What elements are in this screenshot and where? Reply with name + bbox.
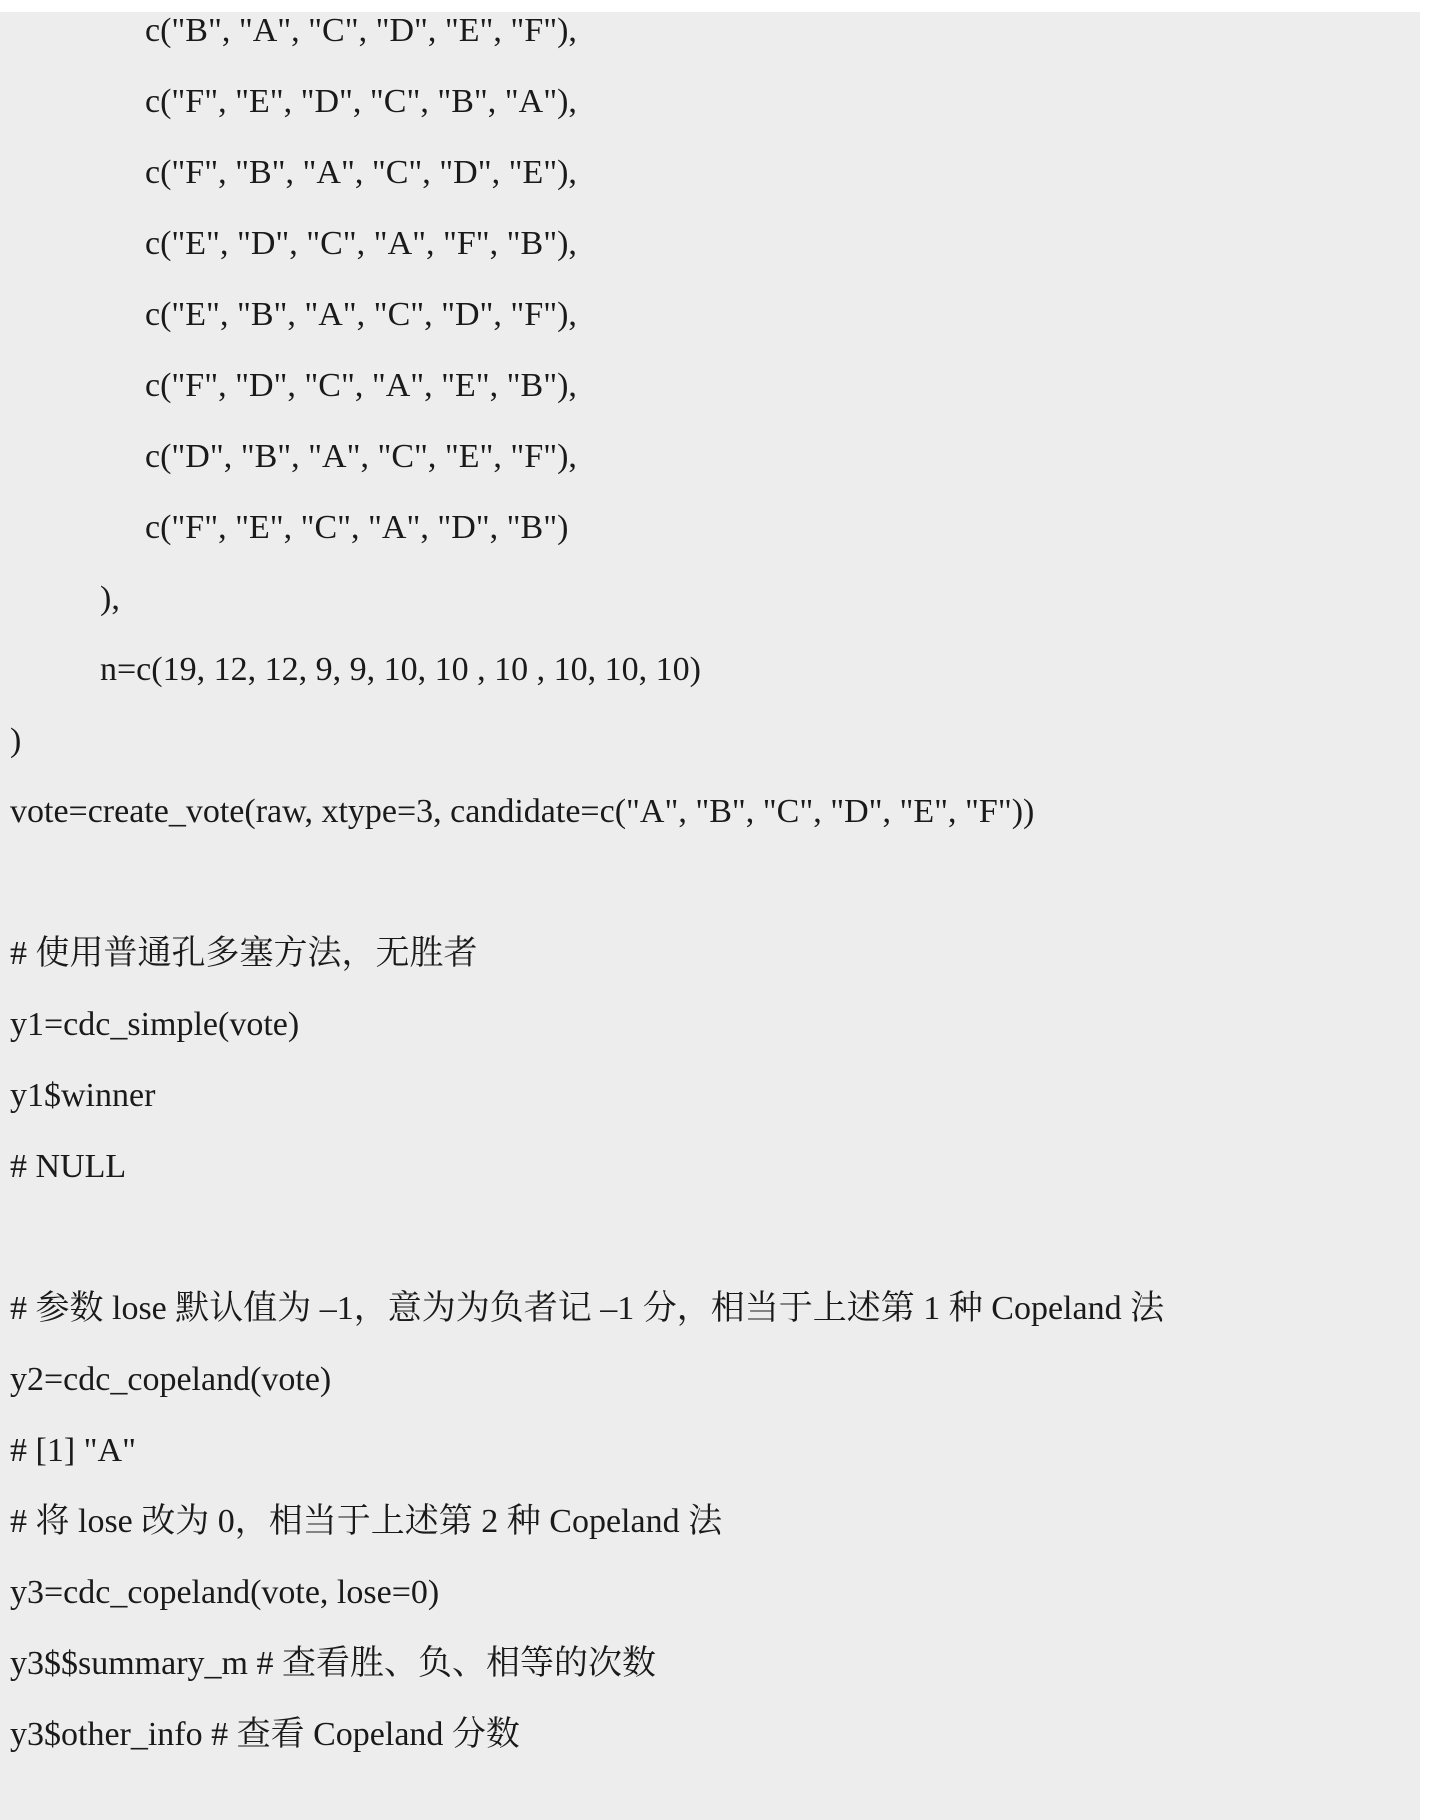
code-line-8: c("F", "E", "C", "A", "D", "B") <box>145 509 569 546</box>
code-line-15: y1$winner <box>10 1077 156 1114</box>
code-block <box>0 12 1420 1820</box>
code-line-14: y1=cdc_simple(vote) <box>10 1006 300 1043</box>
code-line-16: # NULL <box>10 1148 127 1185</box>
code-line-13: # 使用普通孔多塞方法，无胜者 <box>10 935 478 972</box>
code-line-4: c("E", "D", "C", "A", "F", "B"), <box>145 225 577 262</box>
code-line-5: c("E", "B", "A", "C", "D", "F"), <box>145 296 577 333</box>
code-line-20: # 将 lose 改为 0，相当于上述第 2 种 Copeland 法 <box>10 1503 723 1540</box>
code-line-12: vote=create_vote(raw, xtype=3, candidate=c("A", "B", "C", "D", "E", "F")) <box>10 793 1035 830</box>
code-line-7: c("D", "B", "A", "C", "E", "F"), <box>145 438 577 475</box>
code-line-3: c("F", "B", "A", "C", "D", "E"), <box>145 154 577 191</box>
code-line-9: ), <box>100 580 120 617</box>
code-line-18: y2=cdc_copeland(vote) <box>10 1361 332 1398</box>
code-line-23: y3$other_info # 查看 Copeland 分数 <box>10 1716 520 1753</box>
code-line-22: y3$$summary_m # 查看胜、负、相等的次数 <box>10 1645 656 1682</box>
code-line-6: c("F", "D", "C", "A", "E", "B"), <box>145 367 577 404</box>
code-line-11: ) <box>10 722 22 759</box>
code-line-2: c("F", "E", "D", "C", "B", "A"), <box>145 83 577 120</box>
code-line-21: y3=cdc_copeland(vote, lose=0) <box>10 1574 440 1611</box>
code-line-19: # [1] "A" <box>10 1432 136 1469</box>
code-line-10: n=c(19, 12, 12, 9, 9, 10, 10 , 10 , 10, 10, 10) <box>100 651 701 688</box>
code-line-17: # 参数 lose 默认值为 –1，意为为负者记 –1 分，相当于上述第 1 种 Copeland 法 <box>10 1290 1165 1327</box>
code-line-1: c("B", "A", "C", "D", "E", "F"), <box>145 12 577 49</box>
